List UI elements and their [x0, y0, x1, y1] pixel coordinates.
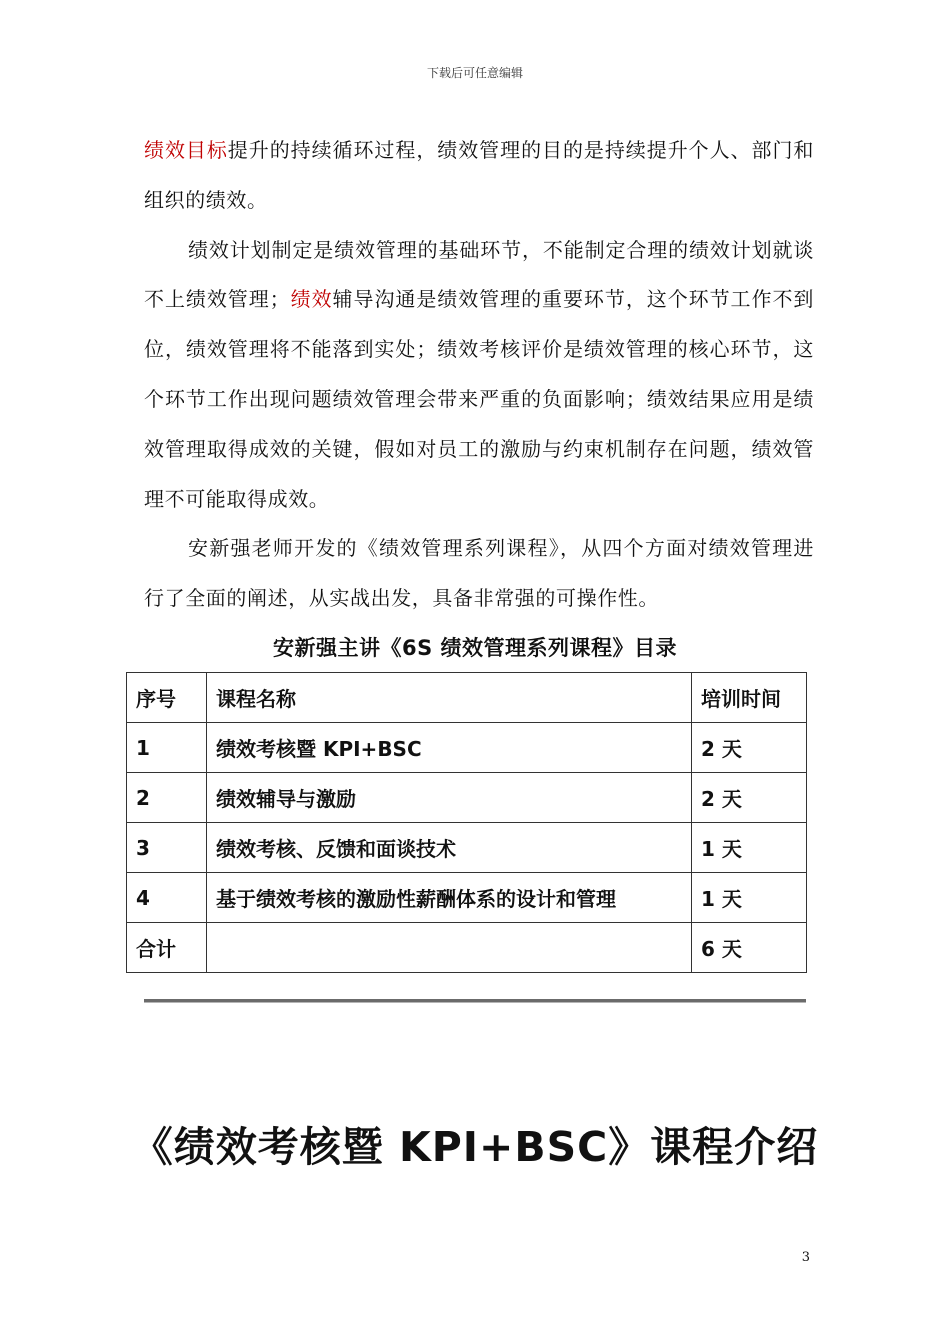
cell-no: 1 — [127, 723, 207, 773]
header-note: 下载后可任意编辑 — [426, 66, 523, 80]
cell-duration: 1 天 — [692, 873, 807, 923]
table-row — [127, 873, 807, 923]
paragraph-text: 辅导沟通是绩效管理的重要环节，这个环节工作不到位，绩效管理将不能落到实处；绩效考核评价是绩效管理的核心环节，这个环节工作出现问题绩效管理会带来严重的负面影响；绩效结果应用是绩效管理取得成效的关键，假如对员工的激励与约束机制存在问题，绩效管理不可能取得成效。 — [144, 287, 814, 511]
cell-course-name: 基于绩效考核的激励性薪酬体系的设计和管理 — [207, 873, 692, 923]
cell-total-duration: 6 天 — [692, 923, 807, 973]
table-row — [127, 773, 807, 823]
body-text — [144, 126, 814, 624]
section-divider — [144, 999, 806, 1003]
paragraph-1 — [144, 126, 814, 226]
cell-duration: 1 天 — [692, 823, 807, 873]
header-cell-duration: 培训时间 — [692, 673, 807, 723]
cell-duration: 2 天 — [692, 773, 807, 823]
cell-no: 3 — [127, 823, 207, 873]
section-title: 《绩效考核暨 KPI+BSC》课程介绍 — [131, 1123, 819, 1171]
paragraph-2 — [144, 226, 814, 525]
cell-empty — [207, 923, 692, 973]
paragraph-text: 绩效计划制定是绩效管理的基础环节，不能制定合理的绩效计划就谈不上绩效管理； — [144, 237, 814, 312]
header-cell-no: 序号 — [127, 673, 207, 723]
paragraph-3: 安新强老师开发的《绩效管理系列课程》，从四个方面对绩效管理进行了全面的阐述，从实战出发，具备非常强的可操作性。 — [144, 536, 814, 611]
cell-no: 2 — [127, 773, 207, 823]
cell-course-name: 绩效考核暨 KPI+BSC — [207, 723, 692, 773]
cell-no: 4 — [127, 873, 207, 923]
table-row — [127, 723, 807, 773]
cell-course-name: 绩效考核、反馈和面谈技术 — [207, 823, 692, 873]
table-row — [127, 823, 807, 873]
page-number: 3 — [801, 1250, 810, 1265]
course-table — [126, 672, 807, 973]
paragraph-text: 提升的持续循环过程，绩效管理的目的是持续提升个人、部门和组织的绩效。 — [144, 138, 814, 212]
table-total-row — [127, 923, 807, 973]
cell-total-label: 合计 — [127, 923, 207, 973]
highlight-text: 绩效目标 — [144, 138, 228, 162]
cell-duration: 2 天 — [692, 723, 807, 773]
table-header-row — [127, 673, 807, 723]
highlight-text: 绩效 — [290, 287, 333, 312]
cell-course-name: 绩效辅导与激励 — [207, 773, 692, 823]
header-cell-name: 课程名称 — [207, 673, 692, 723]
table-title: 安新强主讲《6S 绩效管理系列课程》目录 — [272, 636, 678, 660]
